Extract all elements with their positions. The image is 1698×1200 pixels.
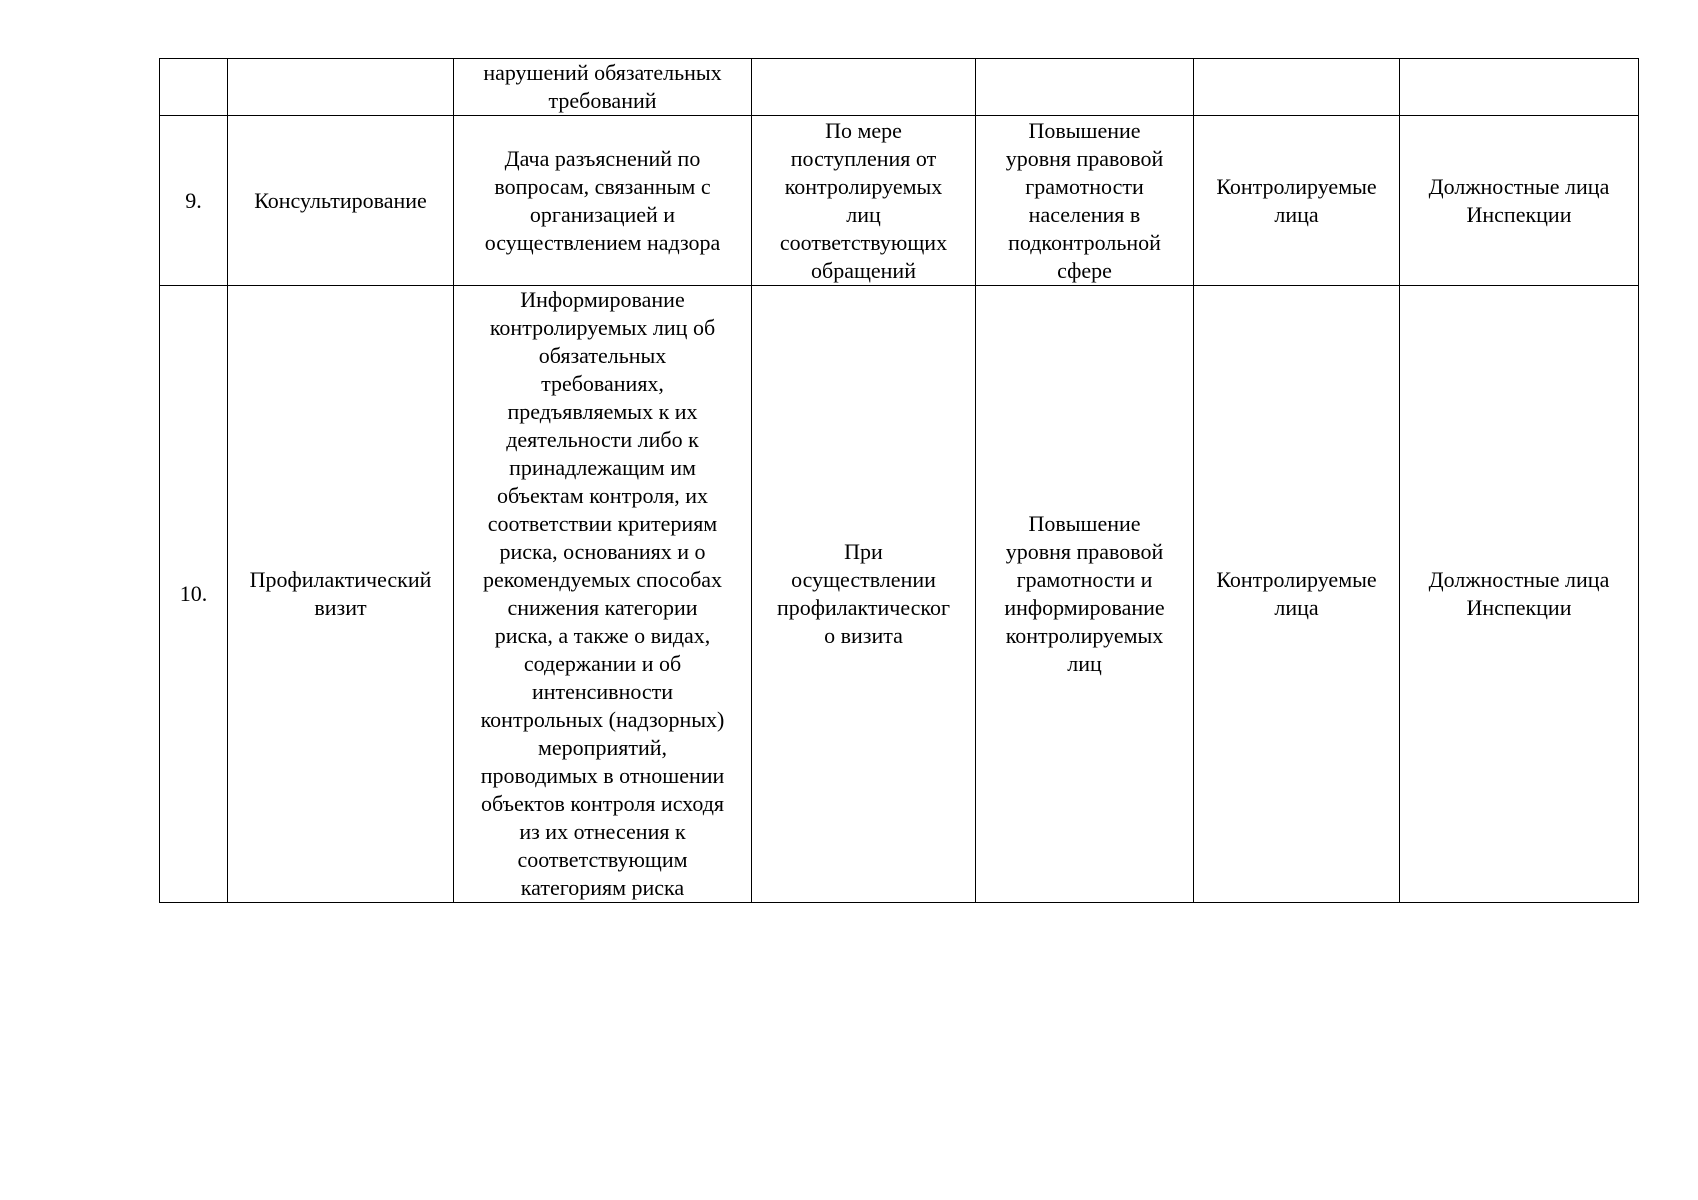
- cell-responsible: Должностные лица Инспекции: [1400, 116, 1639, 286]
- cell-result: [976, 59, 1194, 116]
- measures-table: [159, 58, 1639, 903]
- cell-measure-name: [228, 59, 454, 116]
- cell-number: [160, 59, 228, 116]
- cell-measure-content: нарушений обязательных требований: [454, 59, 752, 116]
- cell-result: Повышение уровня правовой грамотности населения в подконтрольной сфере: [976, 116, 1194, 286]
- cell-result: Повышение уровня правовой грамотности и информирование контролируемых лиц: [976, 286, 1194, 903]
- cell-timing: По мере поступления от контролируемых лиц соответствующих обращений: [752, 116, 976, 286]
- cell-number: 9.: [160, 116, 228, 286]
- cell-target: [1194, 59, 1400, 116]
- table-row-preventive-visit: [160, 286, 1639, 903]
- cell-timing: При осуществлении профилактическог о визита: [752, 286, 976, 903]
- cell-target: Контролируемые лица: [1194, 286, 1400, 903]
- table-row-continuation: [160, 59, 1639, 116]
- cell-number: 10.: [160, 286, 228, 903]
- table-row-consulting: [160, 116, 1639, 286]
- cell-measure-content: Информирование контролируемых лиц об обязательных требованиях, предъявляемых к их деятельности либо к принадлежащим им объектам контроля, их соответствии критериям риска, основаниях и о рекомендуемых способах снижения категории риска, а также о видах, содержании и об интенсивности контрольных (надзорных) мероприятий, проводимых в отношении объектов контроля исходя из их отнесения к соответствующим категориям риска: [454, 286, 752, 903]
- cell-responsible: [1400, 59, 1639, 116]
- cell-target: Контролируемые лица: [1194, 116, 1400, 286]
- cell-timing: [752, 59, 976, 116]
- cell-measure-content: Дача разъяснений по вопросам, связанным с организацией и осуществлением надзора: [454, 116, 752, 286]
- cell-measure-name: Консультирование: [228, 116, 454, 286]
- cell-responsible: Должностные лица Инспекции: [1400, 286, 1639, 903]
- cell-measure-name: Профилактический визит: [228, 286, 454, 903]
